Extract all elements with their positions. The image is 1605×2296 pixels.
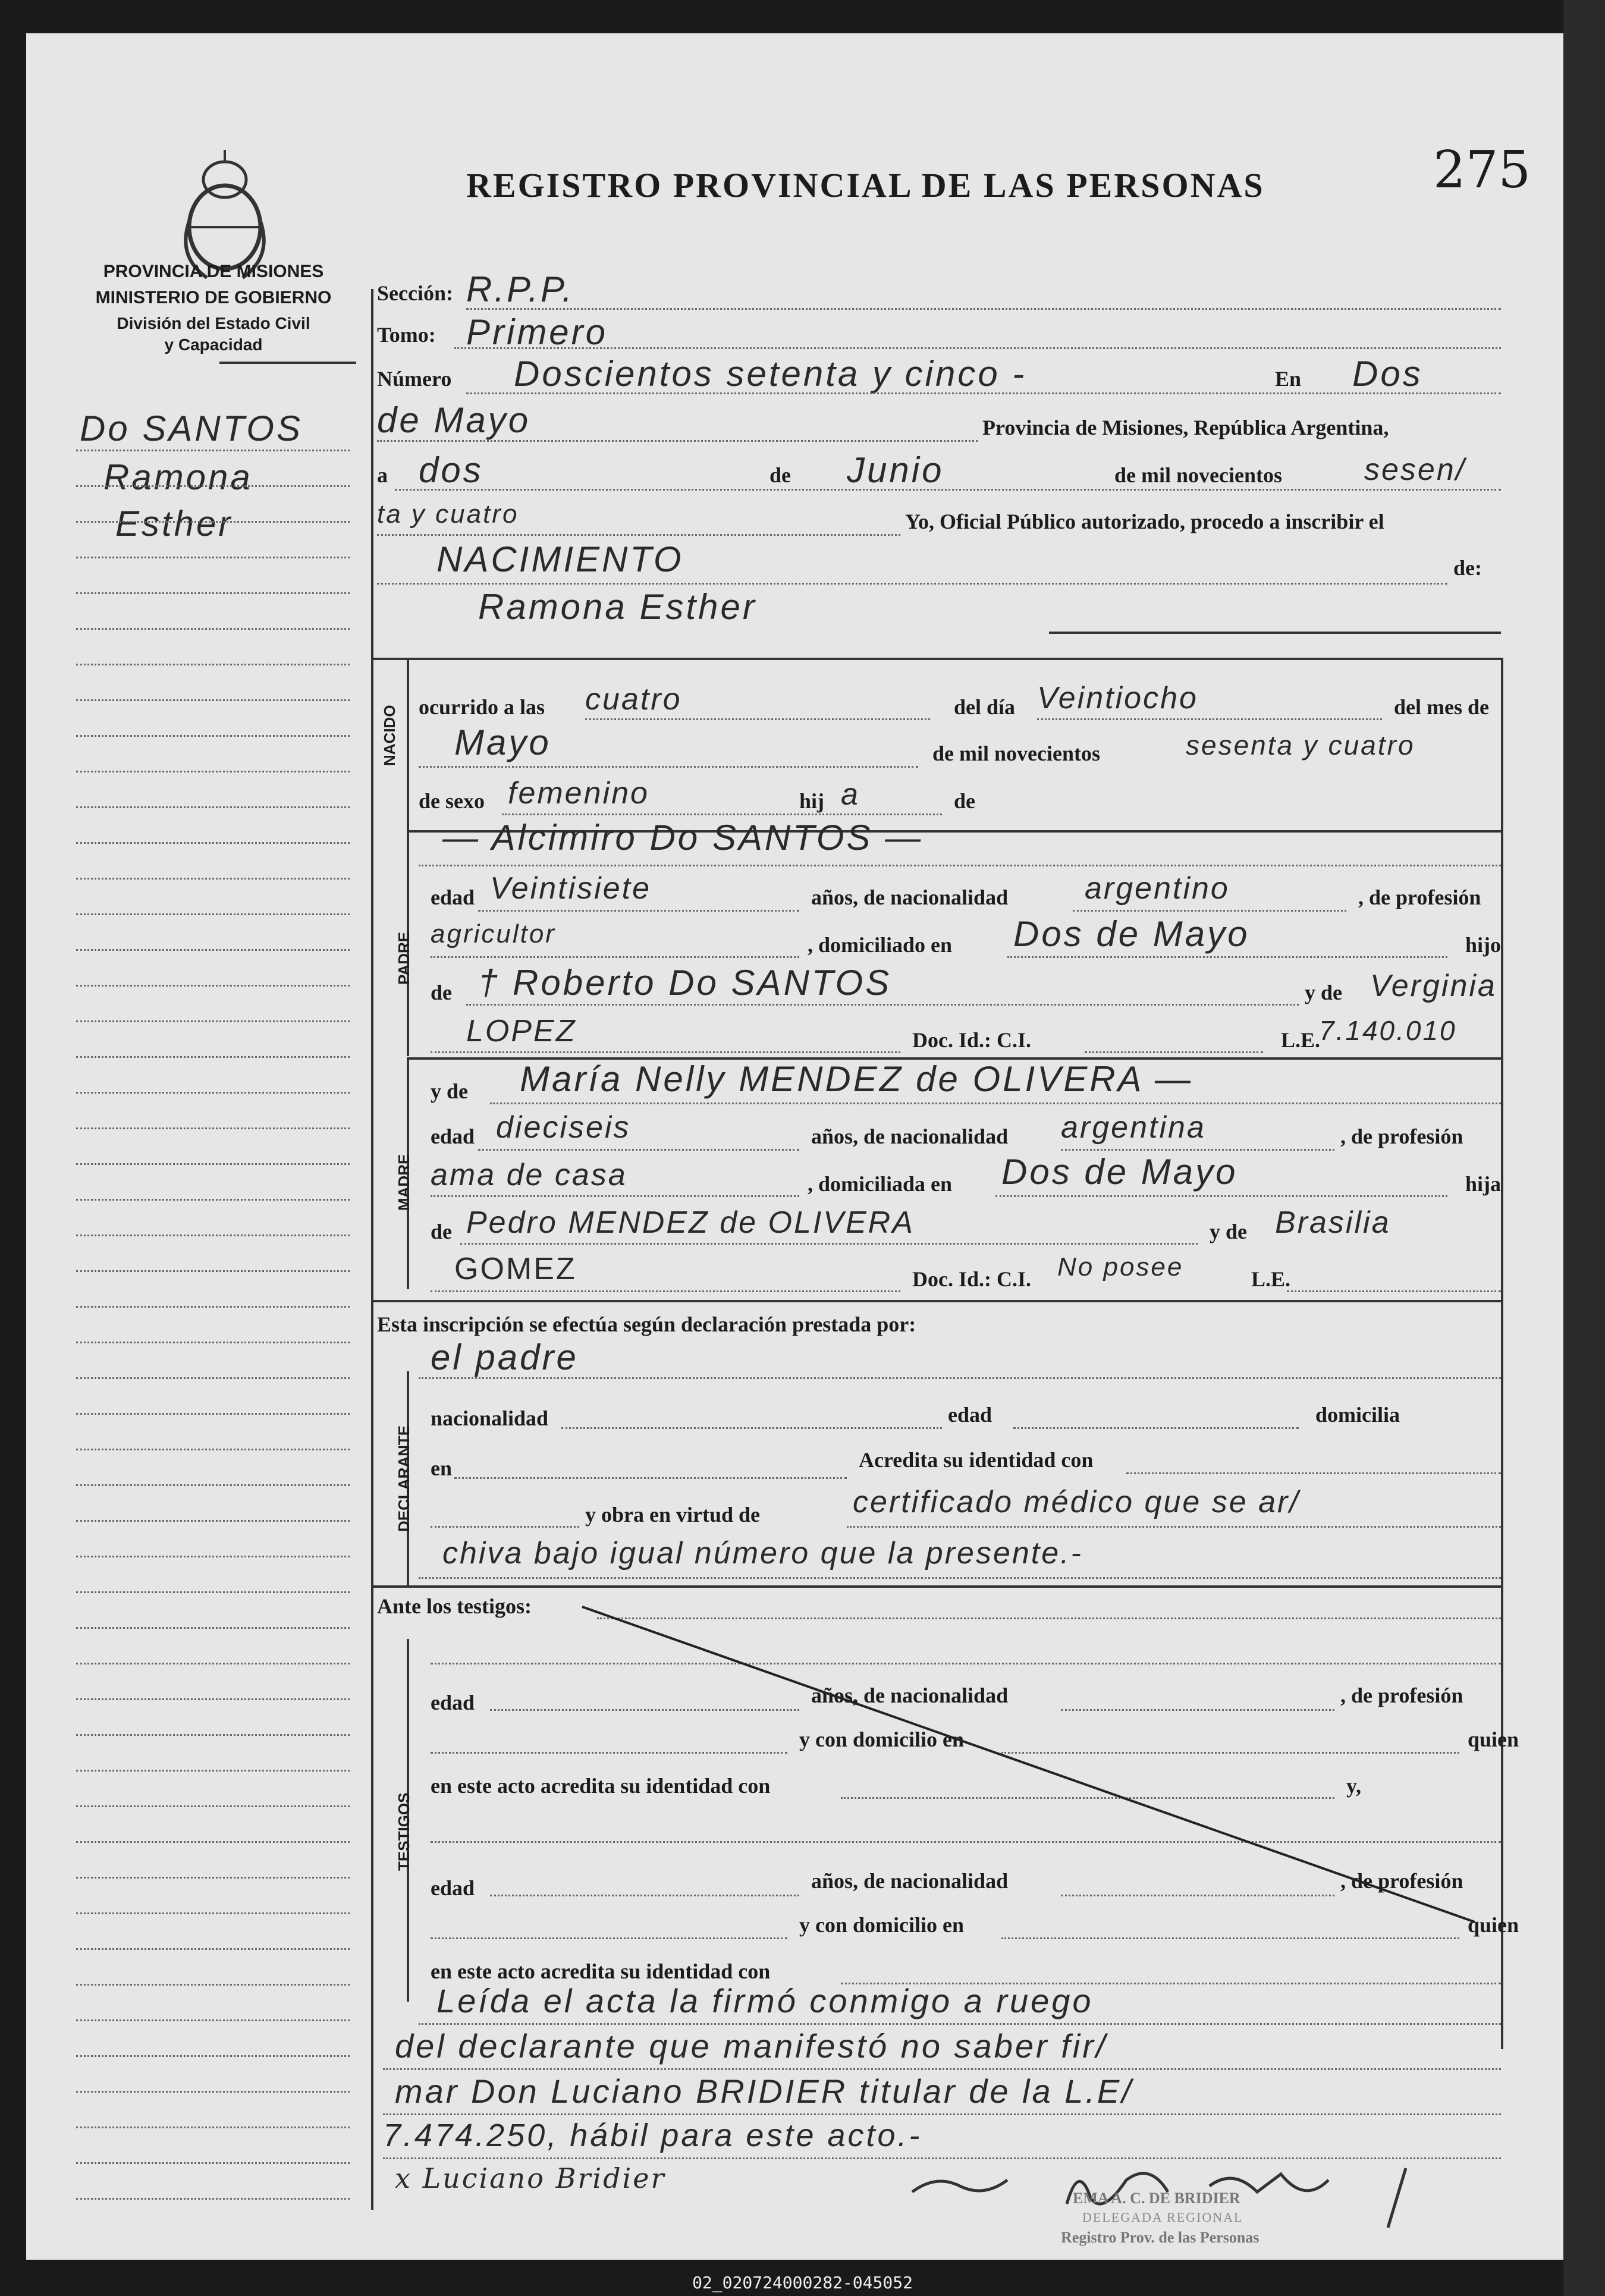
de-label: de [769, 463, 791, 487]
sexo-value: femenino [508, 776, 649, 811]
padre-hijo-label: hijo [1465, 933, 1502, 957]
testigo1-y-label: y, [1346, 1774, 1362, 1798]
madre-profesion: ama de casa [431, 1158, 627, 1192]
provincia-text: Provincia de Misiones, República Argentina, [982, 416, 1389, 439]
margin-middle-name: Esther [115, 504, 233, 544]
seccion-value: R.P.P. [466, 269, 574, 309]
stamp-office: Registro Prov. de las Personas [1061, 2229, 1259, 2246]
nacido-side-label: NACIDO [381, 705, 398, 766]
tomo-value: Primero [466, 312, 608, 352]
testigo2-anios-label: años, de nacionalidad [811, 1869, 1009, 1893]
declarante-en-label: en [431, 1456, 452, 1480]
testigo2-edad-label: edad [431, 1876, 475, 1900]
abuela-materna-2: GOMEZ [454, 1252, 577, 1286]
lugar-value-1: Dos [1352, 354, 1423, 394]
declarante-domicilio-label: domicilia [1315, 1403, 1400, 1427]
closing-line-1: Leída el acta la firmó conmigo a ruego [436, 1982, 1094, 2019]
declarante-side-label: DECLARANTE [395, 1425, 413, 1532]
padre-le-label: L.E. [1281, 1028, 1321, 1052]
madre-nacionalidad: argentina [1061, 1110, 1206, 1145]
ocurrido-label: ocurrido a las [419, 695, 545, 719]
madre-domicilio: Dos de Mayo [1001, 1152, 1238, 1192]
testigo2-profesion-label: , de profesión [1340, 1869, 1463, 1893]
madre-anios-label: años, de nacionalidad [811, 1125, 1009, 1148]
numero-value: Doscientos setenta y cinco - [514, 354, 1027, 394]
madre-domicilio-label: , domiciliada en [808, 1172, 953, 1196]
seccion-label: Sección: [377, 281, 453, 305]
padre-nacionalidad: argentino [1085, 871, 1230, 906]
numero-label: Número [377, 367, 452, 391]
anio-nacimiento-value: sesenta y cuatro [1186, 730, 1415, 761]
hij-suffix: a [841, 777, 860, 812]
testigo2-quien-label: quien [1468, 1913, 1519, 1937]
mes-value: Junio [847, 450, 944, 490]
testigo1-anios-label: años, de nacionalidad [811, 1683, 1009, 1707]
abuela-paterna-1: Verginia [1370, 969, 1497, 1003]
declarante-obra-1: certificado médico que se ar/ [853, 1485, 1300, 1519]
madre-side-label: MADRE [395, 1154, 413, 1211]
testigos-side-label: TESTIGOS [395, 1792, 413, 1871]
lugar-value-2: de Mayo [377, 400, 531, 440]
madre-ci: No posee [1057, 1252, 1184, 1282]
dia-value: dos [419, 450, 483, 490]
dia-nacimiento-value: Veintiocho [1037, 681, 1198, 715]
padre-y-de-label: y de [1305, 981, 1342, 1004]
page-number: 275 [1433, 140, 1531, 200]
hora-value: cuatro [585, 682, 682, 717]
tomo-label: Tomo: [377, 323, 436, 347]
stamp-name: EMA A. C. DE BRIDIER [1073, 2190, 1240, 2207]
testigo1-quien-label: quien [1468, 1728, 1519, 1751]
padre-nombre: — Alcimiro Do SANTOS — [442, 818, 924, 858]
madre-hija-label: hija [1465, 1172, 1502, 1196]
declarante-obra-2: chiva bajo igual número que la presente.- [442, 1536, 1083, 1571]
abuelo-paterno: † Roberto Do SANTOS [478, 963, 892, 1003]
mil-nacimiento-label: de mil novecientos [932, 742, 1100, 765]
ministry-label: MINISTERIO DE GOBIERNO [95, 288, 332, 307]
book-binding [1563, 0, 1605, 2296]
closing-line-4: 7.474.250, hábil para este acto.- [383, 2118, 922, 2153]
image-id: 02_020724000282-045052 [692, 2273, 913, 2292]
padre-domicilio: Dos de Mayo [1013, 914, 1250, 954]
de-colon-label: de: [1453, 556, 1482, 580]
madre-le-label: L.E. [1251, 1267, 1291, 1291]
nombre-value: Ramona Esther [478, 587, 757, 627]
testigos-intro: Ante los testigos: [377, 1594, 532, 1618]
padre-side-label: PADRE [395, 931, 413, 985]
padre-anios-label: años, de nacionalidad [811, 885, 1009, 909]
division-label-2: y Capacidad [164, 335, 263, 354]
testigo1-domicilio-label: y con domicilio en [799, 1728, 964, 1751]
declarante-quien: el padre [431, 1337, 579, 1377]
padre-edad: Veintisiete [490, 871, 651, 906]
padre-domicilio-label: , domiciliado en [808, 933, 953, 957]
declarante-intro: Esta inscripción se efectúa según declaración prestada por: [377, 1312, 916, 1336]
testigos-strikethrough [26, 33, 1578, 2260]
madre-doc-label: Doc. Id.: C.I. [912, 1267, 1032, 1291]
closing-line-2: del declarante que manifestó no saber fir/ [395, 2027, 1108, 2065]
testigo2-acredita-label: en este acto acredita su identidad con [431, 1959, 771, 1983]
mil-label: de mil novecientos [1114, 463, 1282, 487]
padre-profesion-label: , de profesión [1358, 885, 1481, 909]
hij-label: hij [799, 789, 825, 813]
sexo-label: de sexo [419, 789, 485, 813]
a-label: a [377, 463, 388, 487]
testigo2-domicilio-label: y con domicilio en [799, 1913, 964, 1937]
en-label: En [1275, 367, 1302, 391]
page-title: REGISTRO PROVINCIAL DE LAS PERSONAS [466, 166, 1265, 205]
mes-nacimiento-value: Mayo [454, 723, 551, 762]
document-page [26, 33, 1578, 2260]
abuela-materna-1: Brasilia [1275, 1205, 1391, 1240]
madre-y-de-label: y de [431, 1079, 468, 1103]
acto-value: NACIMIENTO [436, 539, 684, 579]
division-label: División del Estado Civil [117, 314, 310, 332]
padre-edad-label: edad [431, 885, 475, 909]
abuelo-materno: Pedro MENDEZ de OLIVERA [466, 1205, 915, 1240]
del-mes-label: del mes de [1394, 695, 1489, 719]
padre-de-label: de [431, 981, 452, 1004]
padre-doc-label: Doc. Id.: C.I. [912, 1028, 1032, 1052]
testigo1-acredita-label: en este acto acredita su identidad con [431, 1774, 771, 1798]
province-label: PROVINCIA DE MISIONES [103, 262, 324, 281]
madre-edad-label: edad [431, 1125, 475, 1148]
madre-nombre: María Nelly MENDEZ de OLIVERA — [520, 1059, 1193, 1099]
declarante-edad-label: edad [948, 1403, 992, 1427]
testigo1-profesion-label: , de profesión [1340, 1683, 1463, 1707]
declarante-obra-label: y obra en virtud de [585, 1503, 761, 1527]
hij-de-label: de [954, 789, 975, 813]
margin-surname: Do SANTOS [80, 409, 303, 448]
padre-profesion: agricultor [431, 919, 556, 948]
anio-value-2: ta y cuatro [377, 500, 519, 529]
stamp-title: DELEGADA REGIONAL [1082, 2210, 1243, 2225]
madre-profesion-label: , de profesión [1340, 1125, 1463, 1148]
madre-de-label: de [431, 1220, 452, 1243]
madre-edad: dieciseis [496, 1110, 631, 1145]
closing-line-3: mar Don Luciano BRIDIER titular de la L.E/ [395, 2072, 1133, 2110]
declarante-acredita-label: Acredita su identidad con [859, 1448, 1094, 1472]
oficial-text: Yo, Oficial Público autorizado, procedo a inscribir el [905, 510, 1384, 533]
declarante-nacionalidad-label: nacionalidad [431, 1406, 549, 1430]
witness-signature: x Luciano Bridier [395, 2162, 666, 2194]
madre-y-de-label-2: y de [1210, 1220, 1247, 1243]
abuela-paterna-2: LOPEZ [466, 1014, 577, 1048]
del-dia-label: del día [954, 695, 1016, 719]
testigo1-edad-label: edad [431, 1691, 475, 1714]
margin-first-name: Ramona [103, 457, 253, 497]
padre-le: 7.140.010 [1319, 1015, 1457, 1046]
anio-value-1: sesen/ [1364, 453, 1466, 487]
